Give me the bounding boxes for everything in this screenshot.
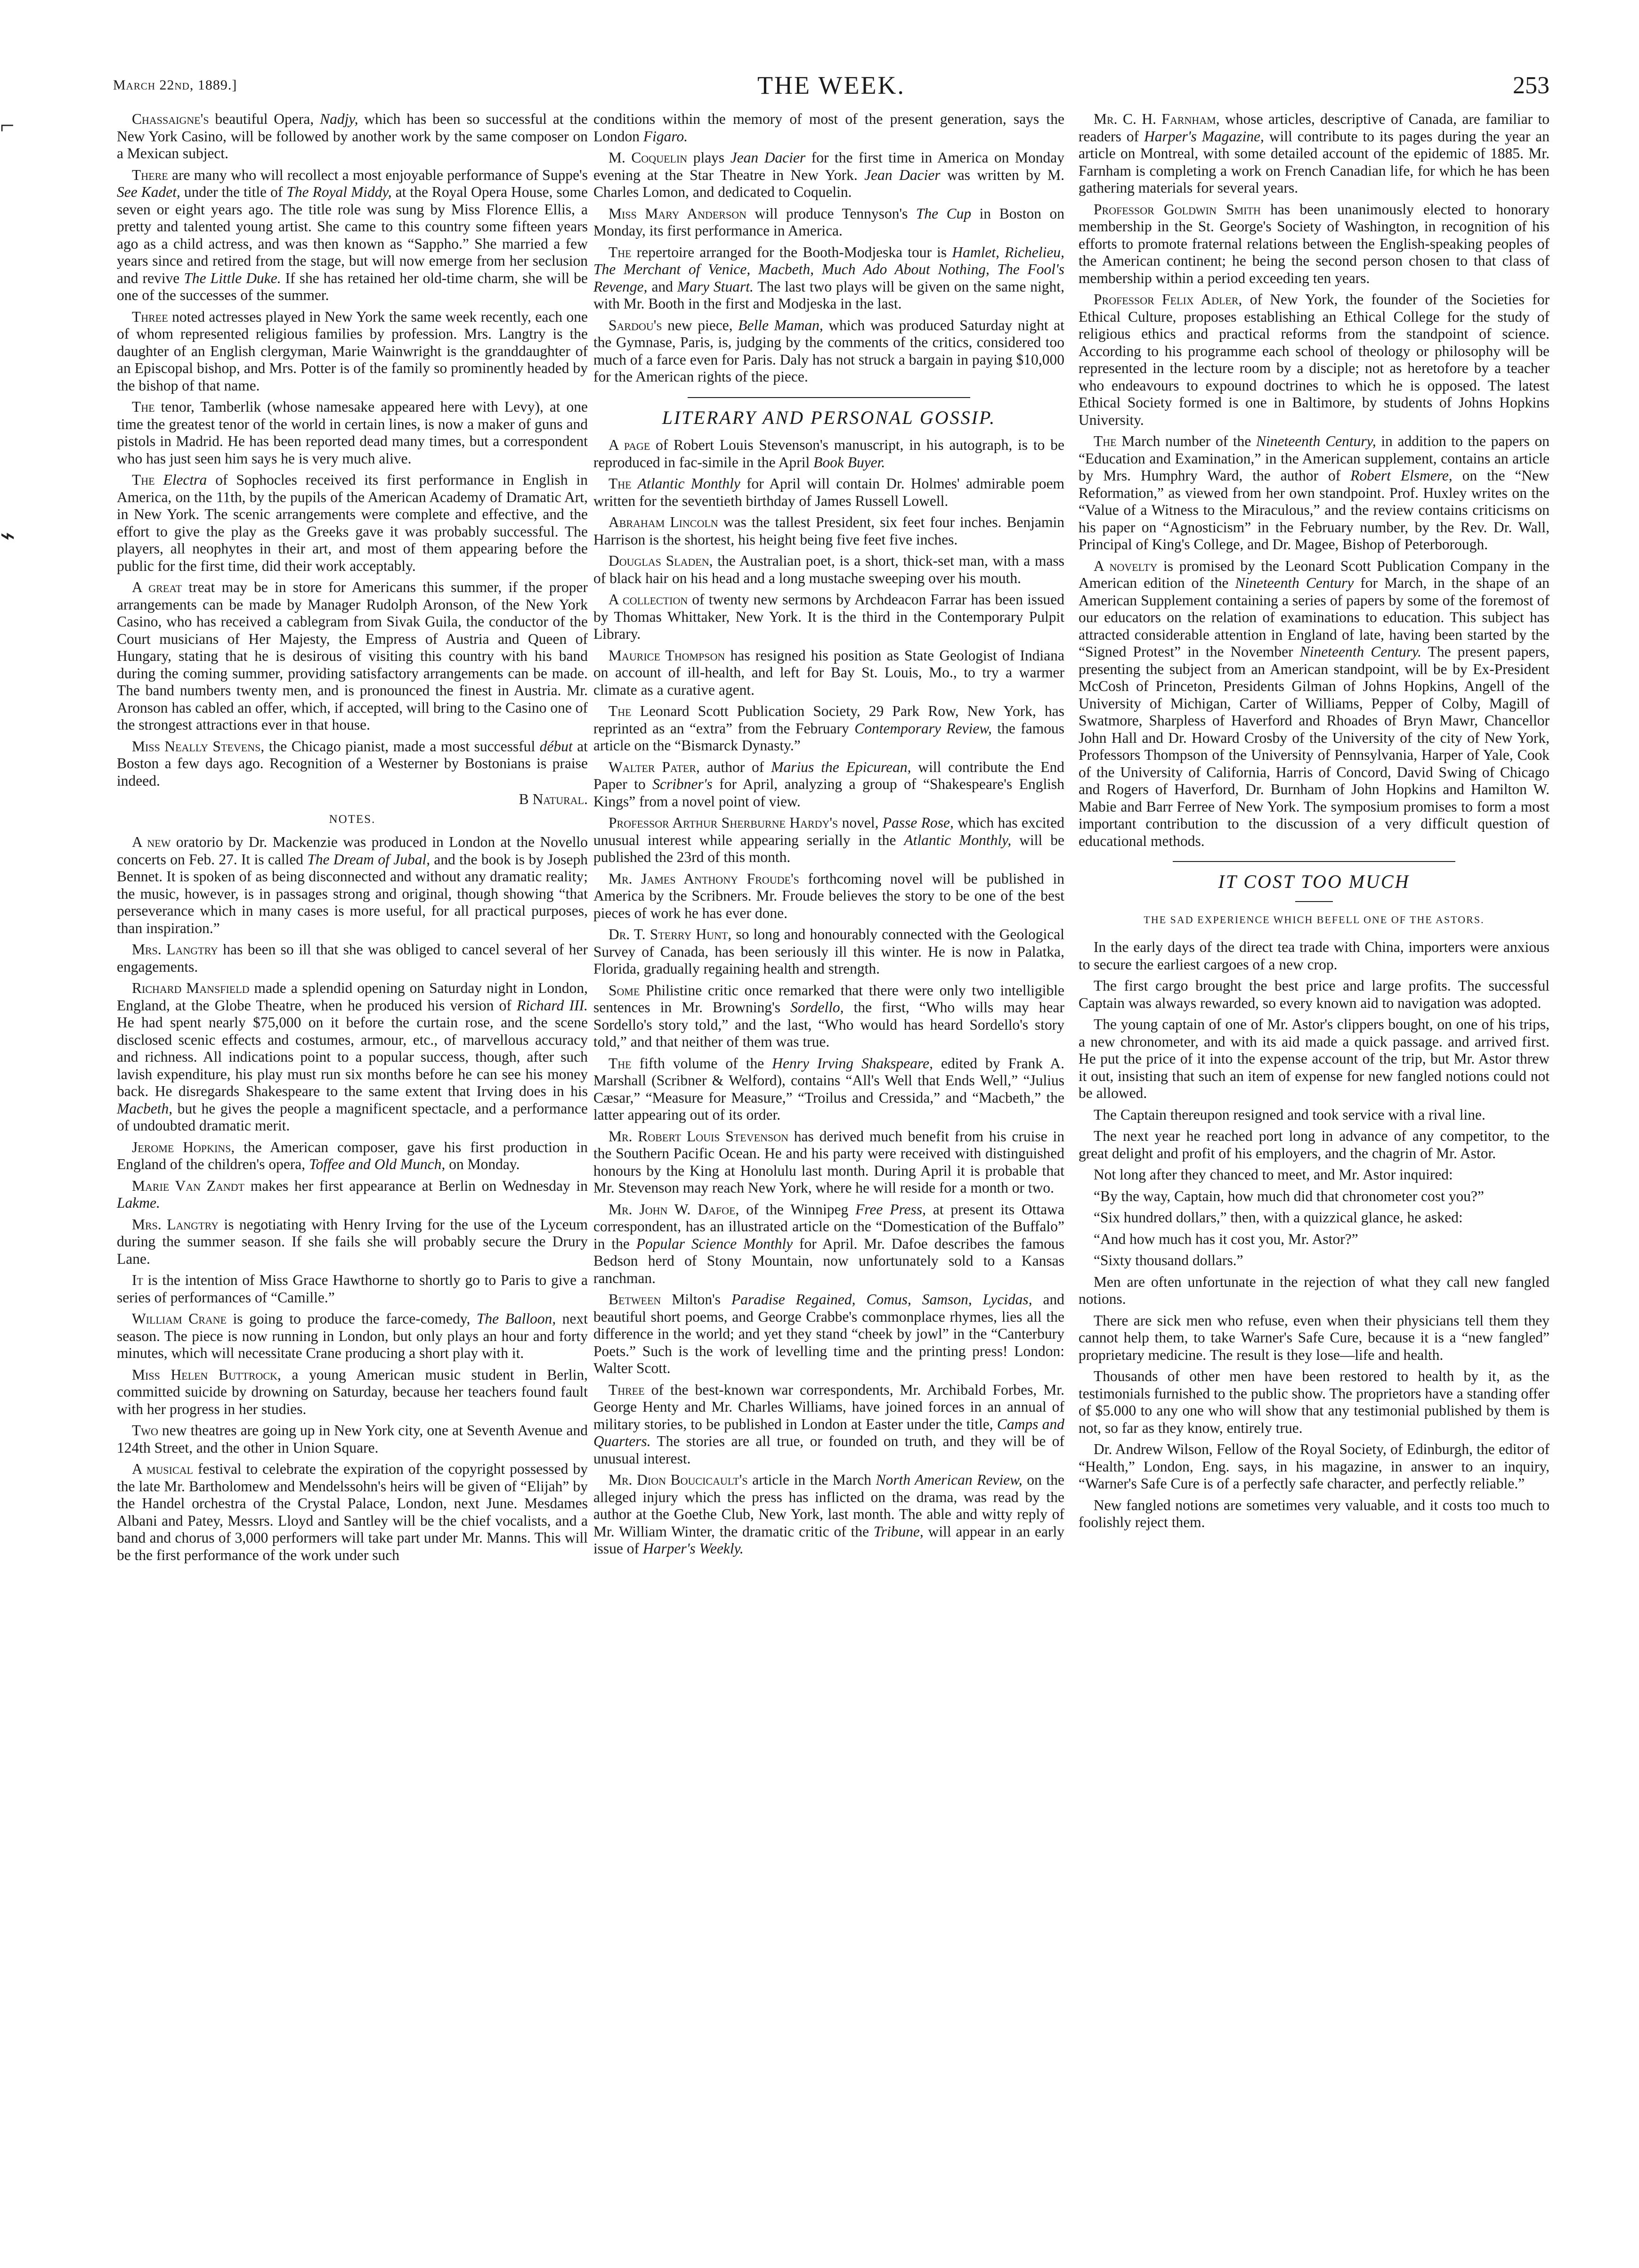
article-paragraph: Professor Arthur Sherburne Hardy's novel, Passe Rose, which has excited unusual interest while appearing serially in the Atlantic Monthly, will be published the 23rd of this month. xyxy=(593,814,1064,865)
story-title: IT COST TOO MUCH xyxy=(1218,871,1410,892)
article-paragraph: Maurice Thompson has resigned his position as State Geologist of Indiana on account of ill-health, and left for Bay St. Louis, Mo., to try a warmer climate as a curative agent. xyxy=(593,647,1065,698)
article-paragraph: A novelty is promised by the Leonard Scott Publication Company in the American edition of the Nineteenth Century for March, in the shape of an American Supplement containing a series of papers by some of the foremost of our educators on the relation of examinations to education. This subject has attracted considerable attention in England of late, having been started by the “Signed Protest” in the November Nineteenth Century. The present papers, presenting the subject from an American standpoint, will be by Ex-President McCosh of Princeton, Presidents Gilman of Johns Hopkins, Angell of the University of Michigan, Carter of Williams, Pepper of Colby, Magill of Swatmore, Sharpless of Haverford and Rhoades of Bryn Mawr, Chancellor John Hall and Dr. Howard Crosby of the University of the city of New York, Professors Thompson of the University of Pennsylvania, Harper of Yale, Cook of the University of California, Harris of Concord, David Swing of Chicago and Rogers of Haverford, Dr. Burnham of John Hopkins and Hamilton W. Mabie and Barr Ferree of New York. The symposium promises to form a most important contribution to the discussion of a very difficult question of educational methods. xyxy=(1079,557,1550,849)
article-paragraph: Professor Felix Adler, of New York, the founder of the Societies for Ethical Culture, proposes establishing an Ethical College for the study of religious ethics and practical reforms from the standpoint of science. According to his programme each school of theology or philosophy will be represented in the lecture room by a disciple; not as heretofore by a teacher who endeavours to expound doctrines to which he is opposed. The latest Ethical Society formed is one in Baltimore, by students of Johns Hopkins University. xyxy=(1079,291,1550,428)
article-paragraph: A page of Robert Louis Stevenson's manuscript, in his autograph, is to be reproduced in fac-simile in the April Book Buyer. xyxy=(593,437,1064,471)
column-1 xyxy=(117,111,588,1568)
story-paragraph: The first cargo brought the best price and large profits. The successful Captain was always rewarded, so every known aid to navigation was adopted. xyxy=(1079,977,1550,1011)
article-paragraph: Some Philistine critic once remarked that there were only two intelligible sentences in Mr. Browning's Sordello, the first, “Who wills may hear Sordello's story told,” and the last, “Who would has heard Sordello's story told,” and that neither of them was true. xyxy=(593,982,1064,1050)
article-paragraph: Marie Van Zandt makes her first appearance at Berlin on Wednesday in Lakme. xyxy=(117,1177,588,1211)
article-paragraph: Three of the best-known war correspondents, Mr. Archibald Forbes, Mr. George Henty and Mr. Charles Williams, have joined forces in an annual of military stories, to be published in London at Easter under the title, Camps and Quarters. The stories are all true, or founded on truth, and they will be of unusual interest. xyxy=(593,1381,1064,1467)
article-paragraph: Professor Goldwin Smith has been unanimously elected to honorary membership in the St. George's Society of Washington, in recognition of his efforts to promote fraternal relations between the English-speaking peoples of the American continent; he being the second person chosen to that class of membership within a period exceeding ten years. xyxy=(1079,201,1550,286)
story-paragraph: Thousands of other men have been restored to health by it, as the testimonials furnished to the public show. The proprietors have a standing offer of $5.000 to any one who will show that any testimonial published by them is not, so far as they know, entirely true. xyxy=(1079,1368,1550,1436)
article-paragraph: Mr. C. H. Farnham, whose articles, descriptive of Canada, are familiar to readers of Harper's Magazine, will contribute to its pages during the year an article on Montreal, with some detailed account of the epidemic of 1885. Mr. Farnham is completing a work on French Canadian life, for which he has been gathering materials for several years. xyxy=(1079,111,1550,196)
story-paragraph: In the early days of the direct tea trade with China, importers were anxious to secure the earliest cargoes of a new crop. xyxy=(1079,939,1550,973)
article-paragraph: The March number of the Nineteenth Century, in addition to the papers on “Education and Examination,” in the American supplement, contains an article by Mrs. Humphry Ward, the author of Robert Elsmere, on the “New Reformation,” as viewed from her own standpoint. Prof. Huxley writes on the “Value of a Witness to the Miraculous,” and the review contains criticisms on his paper on “Agnosticism” in the February number, by the Rev. Dr. Wall, Principal of King's College, and Dr. Magee, Bishop of Peterborough. xyxy=(1079,433,1550,553)
article-paragraph: The Leonard Scott Publication Society, 29 Park Row, New York, has reprinted as an “extra” from the February Contemporary Review, the famous article on the “Bismarck Dynasty.” xyxy=(593,703,1064,754)
article-paragraph: A musical festival to celebrate the expiration of the copyright possessed by the late Mr. Bartholomew and Mendelssohn's heirs will be given of “Elijah” by the Handel orchestra of the Crystal Palace, London, next June. Mesdames Albani and Patey, Messrs. Lloyd and Santley will be the chief vocalists, and a band and chorus of 3,000 performers will take part under Mr. Manns. This will be the first performance of the work under such xyxy=(117,1461,588,1563)
article-paragraph: Two new theatres are going up in New York city, one at Seventh Avenue and 124th Street, and the other in Union Square. xyxy=(117,1422,588,1456)
story-paragraph: “Sixty thousand dollars.” xyxy=(1094,1252,1243,1268)
article-paragraph: Mrs. Langtry has been so ill that she was obliged to cancel several of her engagements. xyxy=(117,941,588,975)
article-paragraph: Walter Pater, author of Marius the Epicurean, will contribute the End Paper to Scribner's for April, analyzing a group of “Shakespeare's English Kings” from a novel point of view. xyxy=(593,758,1065,810)
signature: B Natural. xyxy=(519,791,588,807)
article-paragraph: A great treat may be in store for Americans this summer, if the proper arrangements can be made by Manager Rudolph Aronson, of the New York Casino, who has received a cablegram from Sivak Guila, the conductor of the Court musicians of Her Majesty, the Empress of Austria and Queen of Hungary, stating that he is desirous of visiting this country with his band during the coming summer, providing satisfactory arrangements can be made. The band numbers twenty men, and is pronounced the finest in Austria. Mr. Aronson has cabled an offer, which, if accepted, will bring to the Casino one of the strongest attractions ever in that house. xyxy=(117,579,588,733)
title-rule xyxy=(1295,901,1333,902)
story-paragraph: The next year he reached port long in advance of any competitor, to the great delight and profit of his employers, and the chagrin of Mr. Astor. xyxy=(1079,1128,1550,1162)
story-paragraph: “And how much has it cost you, Mr. Astor?” xyxy=(1094,1230,1358,1247)
article-paragraph: M. Coquelin plays Jean Dacier for the first time in America on Monday evening at the Star Theatre in New York. Jean Dacier was written by M. Charles Lomon, and dedicated to Coquelin. xyxy=(593,149,1064,200)
article-paragraph: Mr. James Anthony Froude's forthcoming novel will be published in America by the Scribners. Mr. Froude believes the story to be one of the best pieces of work he has ever done. xyxy=(593,870,1064,921)
article-paragraph: Mr. Dion Boucicault's article in the March North American Review, on the alleged injury which the press has inflicted on the drama, was read by the author at the Goethe Club, New York, last month. The able and witty reply of Mr. William Winter, the dramatic critic of the Tribune, will appear in an early issue of Harper's Weekly. xyxy=(593,1471,1065,1557)
column-2 xyxy=(593,111,1064,1562)
story-paragraph: Men are often unfortunate in the rejection of what they call new fangled notions. xyxy=(1079,1273,1550,1307)
article-paragraph: The Electra of Sophocles received its first performance in English in America, on the 11th, by the pupils of the American Academy of Dramatic Art, in New York. The scenic arrangements were complete and effective, and the effort to give the play as the Greeks gave it was probably successful. The players, all neophytes in their art, and most of them appearing before the public for the first time, did their work acceptably. xyxy=(117,471,588,574)
article-paragraph: Three noted actresses played in New York the same week recently, each one of whom represented religious families by profession. Mrs. Langtry is the daughter of an English clergyman, Marie Wainwright is the granddaughter of an Episcopal bishop, and Mrs. Potter is of the family so prominently headed by the bishop of that name. xyxy=(117,308,588,394)
article-paragraph: Douglas Sladen, the Australian poet, is a short, thick-set man, with a mass of black hair on his head and a long mustache sweeping over his mouth. xyxy=(593,553,1064,586)
article-paragraph: Between Milton's Paradise Regained, Comus, Samson, Lycidas, and beautiful short poems, and George Crabbe's commonplace rhymes, lies all the difference in the world; and yet they stand “cheek by jowl” in the “Canterbury Poets.” Such is the work of levelling time and the printing press! London: Walter Scott. xyxy=(593,1291,1065,1376)
article-paragraph: William Crane is going to produce the farce-comedy, The Balloon, next season. The piece is now running in London, but only plays an hour and forty minutes, which will necessitate Crane producing a short play with it. xyxy=(117,1310,588,1361)
article-paragraph: There are many who will recollect a most enjoyable performance of Suppe's See Kadet, under the title of The Royal Middy, at the Royal Opera House, some seven or eight years ago. The title role was sung by Miss Florence Ellis, a pretty and talented young artist. She came to this country some fifteen years ago as a child actress, and was then known as “Sappho.” She married a few years since and retired from the stage, but will now emerge from her seclusion and revive The Little Duke. If she has retained her old-time charm, she will be one of the successes of the summer. xyxy=(117,166,588,303)
article-paragraph: A collection of twenty new sermons by Archdeacon Farrar has been issued by Thomas Whittaker, New York. It is the third in the Contemporary Pulpit Library. xyxy=(593,591,1064,642)
article-paragraph: It is the intention of Miss Grace Hawthorne to shortly go to Paris to give a series of performances of “Camille.” xyxy=(117,1272,588,1306)
story-paragraph: Dr. Andrew Wilson, Fellow of the Royal Society, of Edinburgh, the editor of “Health,” London, Eng. says, in his magazine, in answer to an inquiry, “Warner's Safe Cure is of a perfectly safe character, and perfectly reliable.” xyxy=(1079,1441,1550,1492)
section-divider xyxy=(688,397,970,398)
article-paragraph: The fifth volume of the Henry Irving Shakspeare, edited by Frank A. Marshall (Scribner & Welford), contains “All's Well that Ends Well,” “Julius Cæsar,” “Measure for Measure,” “Troilus and Cressida,” and “Macbeth,” the latter appearing out of its order. xyxy=(593,1055,1064,1123)
margin-mark-middle: ⌁ xyxy=(0,521,16,550)
article-paragraph: Chassaigne's beautiful Opera, Nadjy, which has been so successful at the New York Casino, will be followed by another work by the same composer on a Mexican subject. xyxy=(117,111,588,162)
notes-heading: NOTES. xyxy=(329,813,376,826)
column-3 xyxy=(1079,111,1550,1536)
article-paragraph: Sardou's new piece, Belle Maman, which was produced Saturday night at the Gymnase, Paris, is, judging by the comments of the critics, considered too much of a farce even for Paris. Daly has not struck a bargain in paying $10,000 for the American rights of the piece. xyxy=(593,317,1064,385)
story-paragraph: There are sick men who refuse, even when their physicians tell them they cannot help them, to take Warner's Safe Cure, because it is a “new fangled” proprietary medicine. The result is they lose—life and health. xyxy=(1079,1312,1550,1363)
story-paragraph: New fangled notions are sometimes very valuable, and it costs too much to foolishly reject them. xyxy=(1079,1496,1550,1530)
article-paragraph: conditions within the memory of most of the present generation, says the London Figaro. xyxy=(593,111,1064,145)
story-subtitle: THE SAD EXPERIENCE WHICH BEFELL ONE OF THE ASTORS. xyxy=(1144,913,1485,926)
article-paragraph: The tenor, Tamberlik (whose namesake appeared here with Levy), at one time the greatest tenor of the world in certain lines, is now a maker of guns and pistols in Madrid. He has been reported dead many times, but a correspondent who has just seen him says he is very much alive. xyxy=(117,398,588,467)
section-divider xyxy=(1173,861,1455,862)
story-paragraph: “By the way, Captain, how much did that chronometer cost you?” xyxy=(1094,1187,1484,1204)
article-paragraph: A new oratorio by Dr. Mackenzie was produced in London at the Novello concerts on Feb. 27. It is called The Dream of Jubal, and the book is by Joseph Bennet. It is spoken of as being disconnected and without any dramatic reality; the music, however, is in passages strong and original, though showing “that perseverance which in many cases is more useful, for all practical purposes, than inspiration.” xyxy=(117,834,588,936)
article-paragraph: Mr. Robert Louis Stevenson has derived much benefit from his cruise in the Southern Pacific Ocean. He and his party were received with distinguished honours by the King at Honolulu last month. During April it is probable that Mr. Stevenson may reach New York, where he will reside for a month or two. xyxy=(593,1128,1065,1196)
article-paragraph: Mr. John W. Dafoe, of the Winnipeg Free Press, at present its Ottawa correspondent, has an illustrated article on the “Domestication of the Buffalo” in the Popular Science Monthly for April. Mr. Dafoe describes the famous Bedson herd of Stony Mountain, now unfortunately sold to a Kansas ranchman. xyxy=(593,1201,1065,1286)
article-paragraph: Richard Mansfield made a splendid opening on Saturday night in London, England, at the Globe Theatre, when he produced his version of Richard III. He had spent nearly $75,000 on it before the curtain rose, and the scene disclosed scenic effects and costumes, armour, etc., of marvellous accuracy and richness. All indications point to a popular success, though, after such lavish expenditure, his play must run six months before he can see his money back. He disregards Shakespeare to the same extent that Irving does in his Macbeth, but he gives the people a magnificent spectacle, and a performance of undoubted dramatic merit. xyxy=(117,980,588,1134)
story-paragraph: Not long after they chanced to meet, and Mr. Astor inquired: xyxy=(1094,1166,1453,1183)
page-number: 253 xyxy=(1513,72,1550,99)
issue-date: March 22nd, 1889.] xyxy=(113,77,237,93)
section-title: LITERARY AND PERSONAL GOSSIP. xyxy=(662,406,996,428)
story-paragraph: The Captain thereupon resigned and took service with a rival line. xyxy=(1094,1106,1485,1123)
story-paragraph: “Six hundred dollars,” then, with a quizzical glance, he asked: xyxy=(1094,1209,1463,1226)
article-paragraph: Miss Helen Buttrock, a young American music student in Berlin, committed suicide by drowning on Saturday, because her teachers found fault with her progress in her studies. xyxy=(117,1366,588,1417)
article-paragraph: Miss Neally Stevens, the Chicago pianist, made a most successful début at Boston a few days ago. Recognition of a Westerner by Bostonians is praise indeed. xyxy=(117,738,588,789)
margin-mark-top: ⌐ xyxy=(0,111,15,139)
article-paragraph: Jerome Hopkins, the American composer, gave his first production in England of the children's opera, Toffee and Old Munch, on Monday. xyxy=(117,1138,588,1172)
masthead-title: THE WEEK. xyxy=(757,71,905,99)
article-paragraph: Miss Mary Anderson will produce Tennyson's The Cup in Boston on Monday, its first performance in America. xyxy=(593,205,1064,239)
article-paragraph: Abraham Lincoln was the tallest President, six feet four inches. Benjamin Harrison is the shortest, his height being five feet five inches. xyxy=(593,514,1064,548)
article-paragraph: Dr. T. Sterry Hunt, so long and honourably connected with the Geological Survey of Canada, has been seriously ill this winter. He is now in Palatka, Florida, gradually regaining health and strength. xyxy=(593,926,1064,977)
article-paragraph: The repertoire arranged for the Booth-Modjeska tour is Hamlet, Richelieu, The Merchant of Venice, Macbeth, Much Ado About Nothing, The Fool's Revenge, and Mary Stuart. The last two plays will be given on the same night, with Mr. Booth in the first and Modjeska in the last. xyxy=(593,244,1065,312)
article-paragraph: The Atlantic Monthly for April will contain Dr. Holmes' admirable poem written for the seventieth birthday of James Russell Lowell. xyxy=(593,475,1065,509)
page-header xyxy=(113,71,1550,108)
article-paragraph: Mrs. Langtry is negotiating with Henry Irving for the use of the Lyceum during the summer season. If she fails she will probably secure the Drury Lane. xyxy=(117,1216,588,1267)
story-paragraph: The young captain of one of Mr. Astor's clippers bought, on one of his trips, a new chronometer, and with its aid made a quick passage. and arrived first. He put the price of it into the expense account of the trip, but Mr. Astor threw it out, insisting that such an item of expense for new fangled notions could not be allowed. xyxy=(1079,1016,1550,1101)
